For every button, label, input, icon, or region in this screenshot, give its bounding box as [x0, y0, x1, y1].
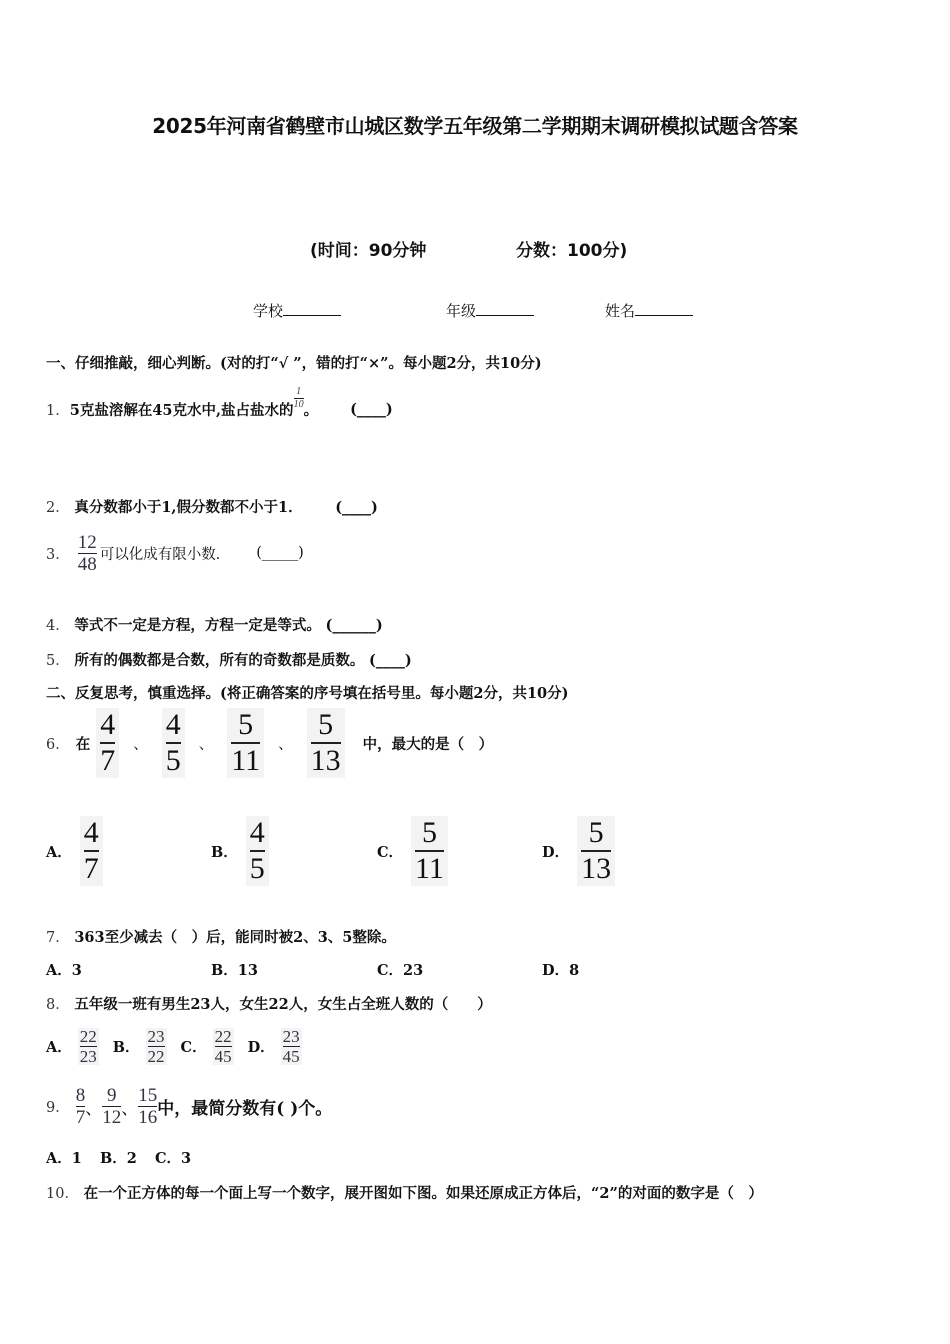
q6-option-b-label: B． — [211, 843, 238, 861]
q6-option-c[interactable] — [377, 814, 448, 888]
q1-text: 5克盐溶解在45克水中,盐占盐水的 — [69, 401, 294, 419]
q1-fraction — [294, 387, 304, 410]
q8-ob-num: 23 — [147, 1026, 165, 1046]
q10-text: 在一个正方体的每一个面上写一个数字，展开图如下图。如果还原成正方体后，“2”的对面的数字是（ ） — [83, 1185, 763, 1202]
q6-ob-num: 4 — [249, 816, 265, 849]
q3-fraction — [78, 533, 97, 574]
q6-ob-den: 5 — [249, 852, 265, 885]
q8-options — [46, 1022, 302, 1070]
q6-f2-num: 4 — [165, 708, 181, 741]
school-label: 学校 — [253, 302, 284, 320]
q9-f3-num: 15 — [138, 1084, 158, 1106]
q8-ob-fraction — [146, 1028, 167, 1065]
q8-oc-den: 45 — [214, 1046, 232, 1066]
q7-option-b[interactable]: B．13 — [211, 962, 258, 979]
q6-oa-num: 4 — [83, 816, 99, 849]
score-label: 分数：100分) — [516, 241, 628, 261]
q6-number: 6． — [46, 736, 70, 753]
q4-text: 等式不一定是方程，方程一定是等式。 — [74, 617, 321, 634]
q8-od-fraction — [281, 1028, 302, 1065]
grade-field[interactable] — [446, 300, 534, 321]
q5-answer-blank[interactable]: (____) — [368, 652, 412, 669]
section2-heading: 二、反复思考，慎重选择。(将正确答案的序号填在括号里。每小题2分，共10分) — [46, 685, 569, 702]
q9-f2-den: 12 — [102, 1106, 122, 1128]
q6-od-num: 5 — [588, 816, 604, 849]
q9-text: 中，最简分数有( )个。 — [157, 1098, 333, 1119]
q1-number: 1． — [46, 402, 70, 419]
question-5 — [46, 649, 412, 670]
q8-ob-den: 22 — [147, 1046, 165, 1066]
question-7 — [46, 926, 396, 947]
q8-oc-label: C． — [180, 1038, 207, 1056]
section1-heading: 一、仔细推敲，细心判断。(对的打“√ ”，错的打“×”。每小题2分，共10分) — [46, 355, 542, 372]
q9-option-c[interactable]: C．3 — [155, 1150, 192, 1167]
question-3 — [46, 529, 304, 577]
q6-option-d-fraction — [577, 816, 615, 886]
q6-sep-1: 、 — [133, 736, 148, 753]
q6-pre: 在 — [75, 735, 91, 753]
q3-frac-num: 12 — [77, 531, 97, 553]
q8-oc-num: 22 — [214, 1026, 232, 1046]
q5-text: 所有的偶数都是合数，所有的奇数都是质数。 — [74, 652, 365, 669]
q7-text: 363至少减去（ ）后，能同时被2、3、5整除。 — [74, 929, 396, 946]
q6-f2-den: 5 — [165, 744, 181, 777]
q9-fraction-2 — [102, 1086, 121, 1127]
q8-oa-label: A． — [46, 1038, 72, 1056]
q6-f4-den: 13 — [310, 744, 341, 777]
q8-od-den: 45 — [282, 1046, 300, 1066]
q6-option-d[interactable] — [542, 814, 615, 888]
name-label: 姓名 — [605, 302, 636, 320]
q6-option-a[interactable] — [46, 814, 103, 888]
question-1 — [46, 384, 393, 434]
q6-option-b[interactable] — [211, 814, 269, 888]
q9-fraction-1 — [76, 1086, 86, 1127]
q6-sep-2: 、 — [198, 736, 214, 753]
q6-post: 中，最大的是（ ） — [362, 735, 494, 753]
q8-option-b[interactable] — [113, 1028, 167, 1065]
question-6 — [46, 704, 493, 782]
q8-option-c[interactable] — [181, 1028, 234, 1065]
q6-f1-den: 7 — [100, 744, 116, 777]
q9-option-b[interactable]: B．2 — [100, 1150, 137, 1167]
q8-option-a[interactable] — [46, 1028, 99, 1065]
q6-option-d-label: D． — [542, 843, 570, 861]
q6-option-b-fraction — [246, 816, 269, 886]
q7-number: 7． — [46, 930, 70, 946]
q6-oc-num: 5 — [421, 816, 437, 849]
q3-number: 3． — [46, 546, 70, 563]
q8-od-num: 23 — [282, 1026, 300, 1046]
q8-text: 五年级一班有男生23人，女生22人，女生占全班人数的（ ） — [74, 996, 492, 1013]
q8-oa-fraction — [78, 1028, 99, 1065]
q9-f3-den: 16 — [138, 1106, 158, 1128]
q9-f1-den: 7 — [75, 1106, 86, 1128]
q2-answer-blank[interactable]: (____) — [335, 499, 378, 516]
q3-text: 可以化成有限小数． — [99, 546, 231, 563]
time-label: (时间：90分钟 — [310, 241, 427, 261]
q1-frac-den: 10 — [293, 398, 304, 410]
q6-fraction-3 — [227, 708, 264, 778]
q8-oc-fraction — [213, 1028, 234, 1065]
q9-sep-2: 、 — [121, 1098, 139, 1119]
school-field[interactable] — [253, 300, 341, 321]
q2-text: 真分数都小于1,假分数都不小于1． — [74, 499, 303, 516]
page-title: 2025年河南省鹤壁市山城区数学五年级第二学期期末调研模拟试题含答案 — [152, 114, 798, 138]
q6-f3-den: 11 — [231, 744, 261, 777]
q8-oa-den: 23 — [79, 1046, 97, 1066]
q2-number: 2． — [46, 500, 70, 516]
q6-od-den: 13 — [581, 852, 612, 885]
q1-answer-blank[interactable]: (____) — [350, 400, 393, 418]
q6-option-a-label: A． — [46, 843, 72, 861]
question-10 — [46, 1182, 763, 1203]
q6-fraction-4 — [307, 708, 345, 778]
q8-ob-label: B． — [112, 1038, 140, 1056]
q10-number: 10． — [46, 1186, 79, 1202]
question-8 — [46, 993, 492, 1014]
q9-fraction-3 — [138, 1086, 157, 1127]
question-4 — [46, 614, 383, 635]
question-2 — [46, 496, 378, 517]
q4-number: 4． — [46, 618, 70, 634]
q6-f3-num: 5 — [238, 708, 254, 741]
question-9 — [46, 1081, 332, 1131]
q9-option-a[interactable]: A．1 — [46, 1150, 82, 1167]
q9-sep-1: 、 — [85, 1098, 103, 1119]
q1-frac-num: 1 — [296, 385, 302, 397]
q5-number: 5． — [46, 653, 70, 669]
q6-fraction-1 — [96, 708, 119, 778]
q8-oa-num: 22 — [79, 1026, 97, 1046]
q6-f1-num: 4 — [100, 708, 116, 741]
q1-after: 。 — [303, 401, 319, 419]
q4-answer-blank[interactable]: (______) — [325, 617, 383, 634]
q6-fraction-2 — [162, 708, 185, 778]
q6-option-a-fraction — [80, 816, 103, 886]
q6-option-c-fraction — [411, 816, 448, 886]
q6-f4-num: 5 — [318, 708, 334, 741]
q7-option-d[interactable]: D．8 — [542, 962, 580, 979]
q9-f2-num: 9 — [106, 1084, 117, 1106]
q8-option-d[interactable] — [248, 1028, 302, 1065]
q8-od-label: D． — [247, 1038, 275, 1056]
q3-frac-den: 48 — [77, 553, 97, 575]
q7-option-c[interactable]: C．23 — [377, 962, 424, 979]
q6-sep-3: 、 — [278, 736, 293, 753]
q9-f1-num: 8 — [75, 1084, 86, 1106]
grade-label: 年级 — [446, 302, 477, 320]
q7-option-a[interactable]: A．3 — [46, 962, 82, 979]
q6-option-c-label: C． — [377, 843, 404, 861]
q9-number: 9． — [46, 1099, 70, 1116]
q6-oa-den: 7 — [83, 852, 99, 885]
q3-answer-blank[interactable]: (_____) — [256, 545, 304, 561]
q8-number: 8． — [46, 997, 70, 1013]
q6-oc-den: 11 — [415, 852, 444, 885]
name-field[interactable] — [605, 300, 693, 321]
